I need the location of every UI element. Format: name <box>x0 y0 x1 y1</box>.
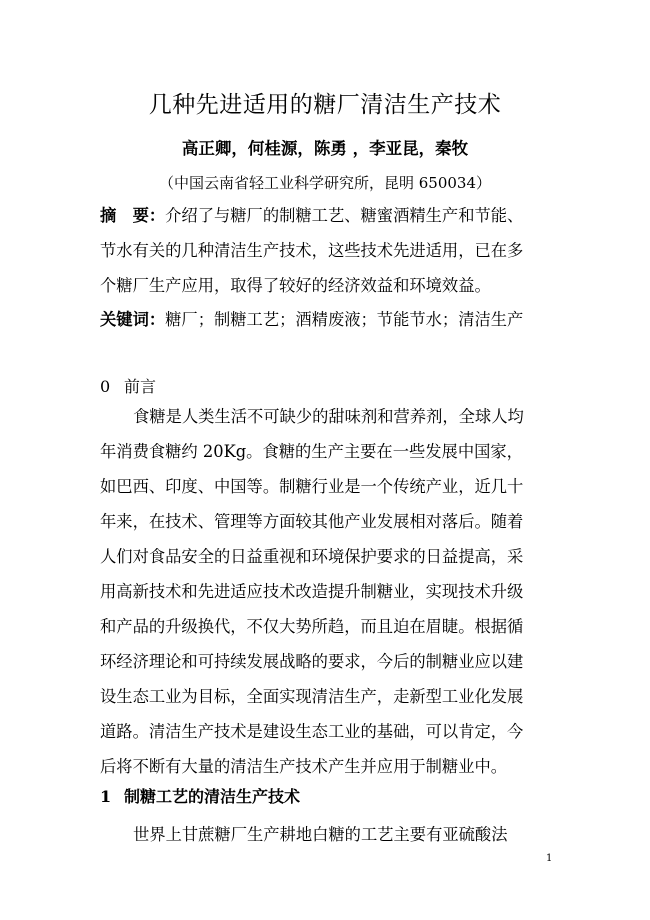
abstract-line: 个糖厂生产应用，取得了较好的经济效益和环境效益。 <box>100 276 491 295</box>
paragraph-line: 后将不断有大量的清洁生产技术产生并应用于制糖业中。 <box>100 757 508 776</box>
paragraph-line: 人们对食品安全的日益重视和环境保护要求的日益提高，采 <box>100 547 524 566</box>
page-number: 1 <box>546 853 553 864</box>
paragraph-line: 年来，在技术、管理等方面较其他产业发展相对落后。随着 <box>100 512 524 531</box>
process-paragraph <box>100 817 552 852</box>
introduction-paragraph <box>100 399 552 784</box>
author-list: 高正卿，何桂源，陈勇 ，李亚昆，秦牧 <box>181 139 469 158</box>
keywords-text: 糖厂；制糖工艺；酒精废液；节能节水；清洁生产 <box>165 310 524 329</box>
paragraph-line: 环经济理论和可持续发展战略的要求，今后的制糖业应以建 <box>100 652 524 671</box>
paragraph-line: 如巴西、印度、中国等。制糖行业是一个传统产业，近几十 <box>100 477 524 496</box>
author-affiliation: （中国云南省轻工业科学研究所，昆明 650034） <box>158 174 492 192</box>
keywords-line <box>100 302 552 337</box>
section-title: 前言 <box>124 377 157 396</box>
section-number: 0 <box>100 377 111 396</box>
abstract-text: 介绍了与糖厂的制糖工艺、糖蜜酒精生产和节能、 <box>165 206 524 225</box>
keywords-label: 关键词： <box>100 310 166 329</box>
paragraph-line: 年消费食糖约 20Kg。食糖的生产主要在一些发展中国家， <box>100 442 523 461</box>
section-heading-introduction <box>100 374 552 397</box>
paper-title: 几种先进适用的糖厂清洁生产技术 <box>148 92 502 118</box>
abstract-label: 摘 要： <box>100 206 166 225</box>
paragraph-line: 设生态工业为目标，全面实现清洁生产，走新型工业化发展 <box>100 687 524 706</box>
abstract-line <box>100 198 552 233</box>
section-title: 制糖工艺的清洁生产技术 <box>124 787 301 806</box>
abstract-line: 节水有关的几种清洁生产技术，这些技术先进适用，已在多 <box>100 241 524 260</box>
keywords <box>100 302 552 337</box>
paragraph-line: 道路。清洁生产技术是建设生态工业的基础，可以肯定，今 <box>100 722 524 741</box>
abstract <box>100 198 552 303</box>
paragraph-line: 食糖是人类生活不可缺少的甜味剂和营养剂，全球人均 <box>133 407 524 426</box>
section-number: 1 <box>100 787 112 806</box>
paragraph-line: 用高新技术和先进适应技术改造提升制糖业，实现技术升级 <box>100 582 524 601</box>
paragraph-line: 世界上甘蔗糖厂生产耕地白糖的工艺主要有亚硫酸法 <box>133 825 508 844</box>
section-heading-process <box>100 784 552 807</box>
paragraph-line: 和产品的升级换代，不仅大势所趋，而且迫在眉睫。根据循 <box>100 617 524 636</box>
